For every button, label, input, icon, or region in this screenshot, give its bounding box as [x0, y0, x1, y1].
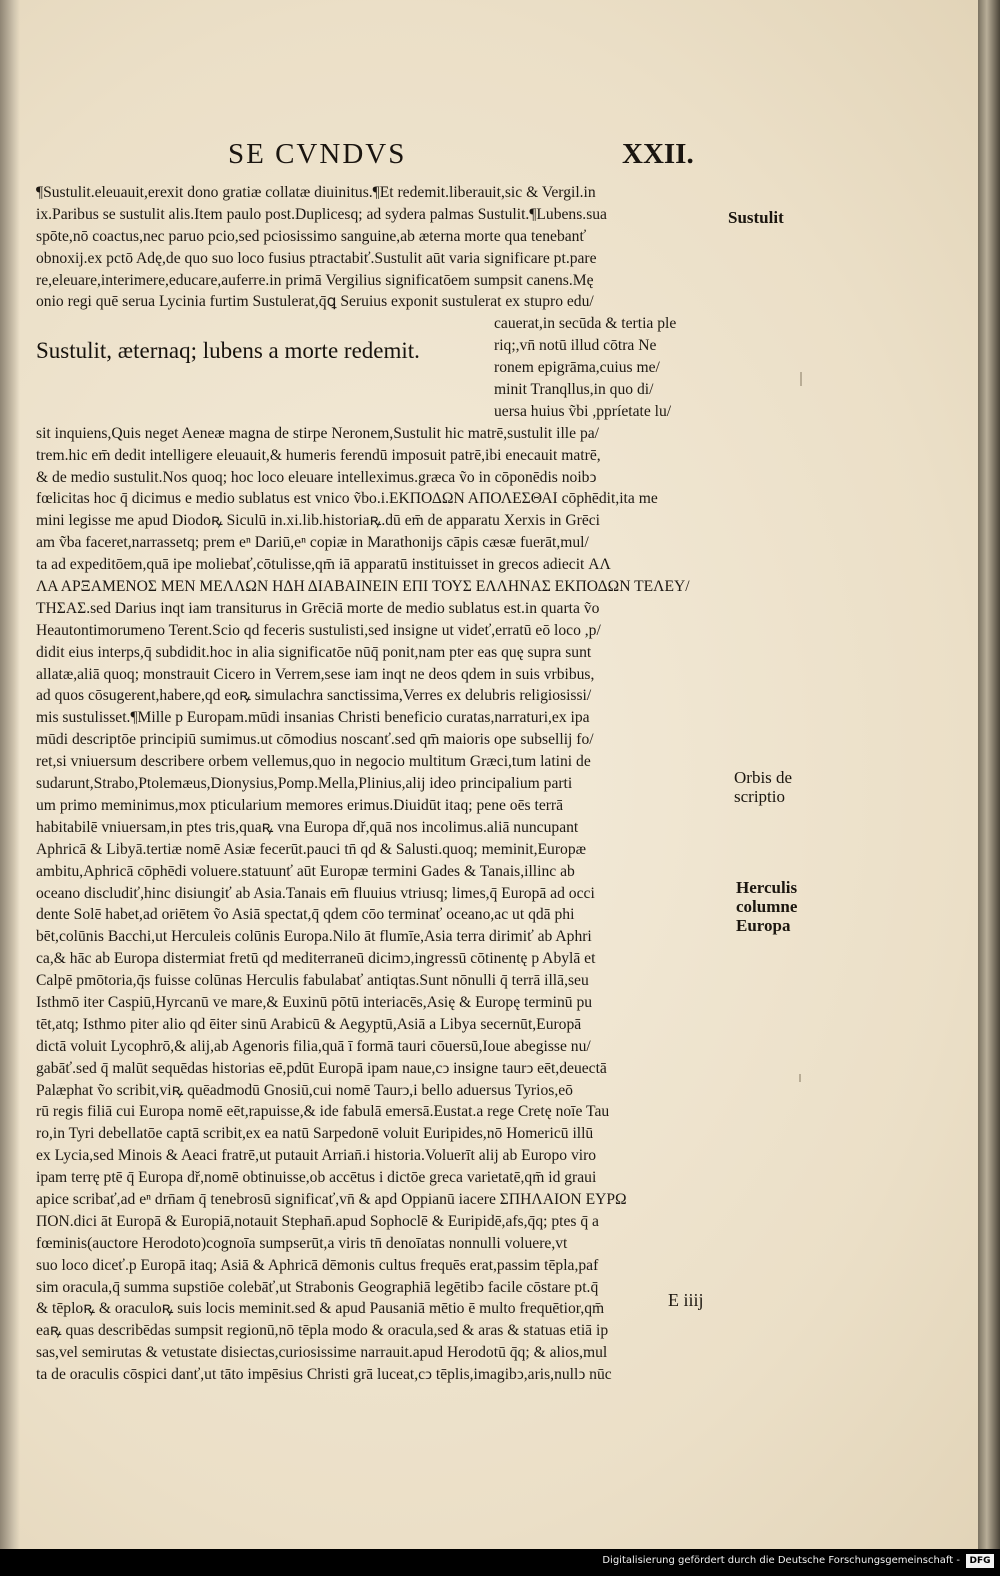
text-line: ta de oraculis cōspici danť,ut tāto impēsius Christi grā luceat,cͻ tēplis,imagibͻ,aris,nullͻ nūc [36, 1366, 612, 1384]
text-line: fœminis(auctore Herodoto)cognoīa sumpserūt,a viris tn̄ denoīatas nonnulli voluere,vt [36, 1234, 568, 1252]
text-line: um primo meminimus,mox pticularium memores erimus.Diuidūt itaq; pene oēs terrā [36, 796, 564, 814]
text-line: sit inquiens,Quis neget Aeneæ magna de stirpe Neronem,Sustulit hic matrē,sustulit ille pa/ [36, 424, 600, 442]
text-line: onio regi quē serua Lycinia furtim Sustulerat,q̄ꝗ Seruius exponit sustulerat ex stupro edu/ [36, 293, 594, 311]
text-bottom-section [36, 423, 722, 1386]
text-line-content: uersa huius ṽbi ,ppríetate lu/ [494, 402, 672, 420]
text-line-content: riq;,vn̄ notū illud cōtra Ne [494, 337, 657, 355]
dfg-logo: DFG [966, 1554, 994, 1568]
text-line: fœlicitas hoc q̄ dicimus e medio sublatus est vnico ṽbo.i.ΕΚΠΟΔΩΝ ΑΠΟΛΕΣΘΑΙ cōphēdit,ita me [36, 490, 658, 508]
text-line: ΠΟΝ.dici āt Europā & Europiā,notauit Stephan̄.apud Sophoclē & Euripidē,afs,q̄q; ptes q̄ a [36, 1212, 599, 1230]
text-line-content: cauerat,in secūda & tertia ple [494, 315, 677, 333]
text-line: ret,si vniuersum describere orbem vellemus,quo in negocio multitum Græci,tum latini de [36, 753, 591, 771]
text-line: gabāť.sed q̄ malūt sequēdas historias eē,pdūt Europā ipam naue,cͻ insigne taurͻ eēt,deuectā [36, 1059, 607, 1077]
text-line: suo loco diceť.p Europā itaq; Asiā & Aphricā dēmonis cultus frequēs erat,passim tēpla,paf [36, 1256, 599, 1274]
text-line: mis sustulisset.¶Mille p Europam.mūdi insanias Christi beneficio curatas,narraturi,ex ipa [36, 709, 590, 727]
text-line: Palæphat ṽo scribit,viꝶ quēadmodū Gnosiū,cui nomē Taurͻ,i bello aduersus Tyrios,eō [36, 1081, 573, 1099]
margin-note-line: Orbis de [734, 768, 793, 787]
text-line: Calpē pmōtoria,q̄s fuisse colūnas Herculis fabulabať antiqtas.Sunt nōnulli q̄ terrā illā,seu [36, 972, 589, 990]
margin-note-orbis [734, 768, 792, 806]
text-line: ΛΑ ΑΡΞΑΜΕΝΟΣ ΜΕΝ ΜΕΛΛΩΝ ΗΔΗ ΔΙΑΒΑΙΝΕΙΝ ΕΠΙ ΤΟΥΣ ΕΛΛΗΝΑΣ ΕΚΠΟΔΩΝ ΤΕΛΕΥ/ [36, 578, 690, 596]
margin-note-herculis [736, 878, 797, 935]
text-line: ca,& hāc ab Europa distermiat fretū qd mediterraneū dicimͻ,ingressū cōtinentę p Abylā et [36, 950, 596, 968]
margin-note-sustulit [728, 208, 784, 227]
text-line: & de medio sustulit.Nos quoq; hoc loco eleuare intelleximus.græca ṽo in cōponēdis noibͻ [36, 468, 597, 486]
text-line: ¶Sustulit.eleuauit,erexit dono gratiæ collatæ diuinitus.¶Et redemit.liberauit,sic & Vergil.in [36, 184, 596, 201]
signature-mark: E iiij [668, 1290, 704, 1310]
text-line: ix.Paribus se sustulit alis.Item paulo post.Duplicesq; ad sydera palmas Sustulit.¶Lubens.sua [36, 205, 607, 223]
paper-speck [800, 372, 802, 386]
text-line: sudarunt,Strabo,Ptolemæus,Dionysius,Pomp.Mella,Plinius,alij ideo principalium parti [36, 775, 573, 793]
text-line: ambitu,Aphricā cōphēdi voluere.statuunť aūt Europæ termini Gades & Tanais,illinc ab [36, 862, 575, 880]
footer-credit: Digitalisierung gefördert durch die Deutsche Forschungsgemeinschaft - [602, 1555, 960, 1566]
text-line-content: ronem epigrāma,cuius me/ [494, 359, 660, 377]
text-line: eaꝶ quas describēdas sumpsit regionū,nō tēpla modo & oracula,sed & aras & statuas etiā ip [36, 1322, 609, 1340]
footer-bar [0, 1549, 1000, 1576]
text-line: mūdi descriptōe principiū sumimus.ut cōmodius noscanť.sed qm̄ maioris ope subsellij fo/ [36, 731, 594, 749]
margin-note-line: Europa [736, 916, 791, 935]
text-line: am ṽba faceret,narrassetq; prem eⁿ Dariū,eⁿ copiæ in Marathonijs cāpis cæsæ fuerāt,mul/ [36, 534, 589, 552]
text-line [36, 379, 722, 401]
text-line: oceano discludiť,hinc disiungiť ab Asia.Tanais em̄ fluuius vtriusq; limes,q̄ Europā ad occi [36, 884, 595, 902]
text-line: Heautontimorumeno Terent.Scio qd feceris sustulisti,sed insigne ut videť,erratū eō loco ,p/ [36, 621, 601, 639]
margin-note-line: Herculis [736, 878, 798, 897]
text-line [36, 313, 722, 335]
lemma-heading: Sustulit, æternaq; lubens a morte redemit. [36, 338, 420, 363]
text-line: allatæ,aliā quoq; monstrauit Cicero in Verrem,sese iam inqt ne deos qdem in suis vrbibus, [36, 665, 595, 683]
text-line: rū regis filiā cui Europa nomē eēt,rapuisse,& ide fabulā emersā.Eustat.a rege Cretę noīe Tau [36, 1103, 610, 1121]
text-line: ipam terrę ptē q̄ Europa dř,nomē obtinuisse,ob accētus i dictōe greca varietatē,qm̄ id graui [36, 1169, 597, 1187]
running-head: SE CVNDVS [228, 138, 407, 170]
text-line: ta ad expeditōem,quā ipe moliebať,cōtulisse,qm̄ iā apparatū instituisset in grecos adiecit ΑΛ [36, 556, 611, 574]
text-line: & tēploꝶ & oraculoꝶ suis locis meminit.sed & apud Pausaniā mētio ē multo frequētior,qm̄ [36, 1300, 605, 1318]
text-line: apice scribať,ad eⁿ drn̄am q̄ tenebrosū significať,vn̄ & apd Oppianū iacere ΣΠΗΛΑΙΟΝ ΕΥΡΩ [36, 1190, 627, 1208]
text-line: sas,vel semirutas & vetustate disiectas,curiosissime narrauit.apud Herodotū q̄q; & alios,mul [36, 1344, 608, 1362]
margin-note-line: Sustulit [728, 208, 784, 227]
text-line [36, 401, 722, 423]
text-line: dictā voluit Lycophrō,& alij,ab Agenoris filia,quā ī formā tauri cōuersū,Ioue abegisse nu/ [36, 1037, 591, 1055]
margin-note-line: scriptio [734, 787, 785, 806]
text-line: ex Lycia,sed Minois & Aeaci fratrē,ut putauit Arrian̄.i historia.Voluerīt alij ab Europo viro [36, 1147, 597, 1165]
text-line: obnoxij.ex pctō Adę,de quo suo loco fusius ptractabiť.Sustulit aūt varia significare pt.pare [36, 249, 597, 267]
paper-speck [799, 1074, 801, 1082]
text-line: tēt,atq; Isthmo piter alio qd ēiter sinū Arabicū & Aegyptū,Asiā a Libya secernūt,Europā [36, 1015, 582, 1033]
text-line: didit eius interps,q̄ subdidit.hoc in alia significatōe nūq̄ ponit,nam pter eas quę supra sunt [36, 643, 592, 661]
page-edge [978, 0, 1000, 1549]
text-line: spōte,nō coactus,nec paruo pcio,sed pciosissimo sanguine,ab æterna morte qua tenebanť [36, 227, 587, 245]
page-header [0, 138, 978, 178]
text-line: trem.hic em̄ dedit intelligere eleuauit,& humeris ferendū imposuit patrē,ibi enecauit matrē, [36, 446, 601, 464]
text-line: mini legisse me apud Diodoꝶ Siculū in.xi.lib.historiaꝶ.dū em̄ de apparatu Xerxis in Grēci [36, 512, 600, 530]
text-top-section [36, 182, 722, 313]
folio-number: XXII. [622, 138, 694, 170]
text-line: Isthmō iter Caspiū,Hyrcanū ve mare,& Euxinū pōtū interiacēs,Asię & Europę terminū pu [36, 993, 593, 1011]
margin-note-line: columne [736, 897, 798, 916]
text-line: bēt,colūnis Bacchi,ut Herculeis colūnis Europa.Nilo āt flumīe,Asia terra dirimiť ab Aphri [36, 928, 592, 946]
text-line: ΤΗΣΑΣ.sed Darius inqt iam transiturus in Grēciā morte de medio sublatus est.in quarta ṽo [36, 599, 600, 617]
text-split-section [36, 313, 722, 422]
text-line: Aphricā & Libyā.tertiæ nomē Asiæ fecerūt.pauci tn̄ qd & Salusti.quoq; meminit,Europæ [36, 840, 587, 858]
text-line: ad quos cōsugerent,habere,qd eoꝶ simulachra sanctissima,Verres ex delubris religiosissi/ [36, 687, 592, 705]
text-line: dente Solē habet,ad oriētem ṽo Asiā spectat,q̄ qdem cōo terminať oceano,ac ut qdā phi [36, 906, 575, 924]
text-line: re,eleuare,interimere,educare,auferre.in primā Vergilius significatōem sumpsit canens.Mę [36, 271, 594, 289]
text-line: sim oracula,q̄ summa supstiōe colebāť,ut Strabonis Geographiā legētibͻ facile cōstare pt.q̄ [36, 1278, 599, 1296]
page-gutter-shadow [0, 0, 20, 1549]
text-line-content: minit Tranqllus,in quo di/ [494, 381, 654, 399]
text-line: ro,in Tyri debellatōe captā scribit,ex ea natū Sarpedonē voluit Euripides,nō Homericū illū [36, 1125, 594, 1143]
text-line: habitabilē vniuersam,in ptes tris,quaꝶ vna Europa dř,quā nos incolimus.aliā nuncupant [36, 818, 579, 836]
